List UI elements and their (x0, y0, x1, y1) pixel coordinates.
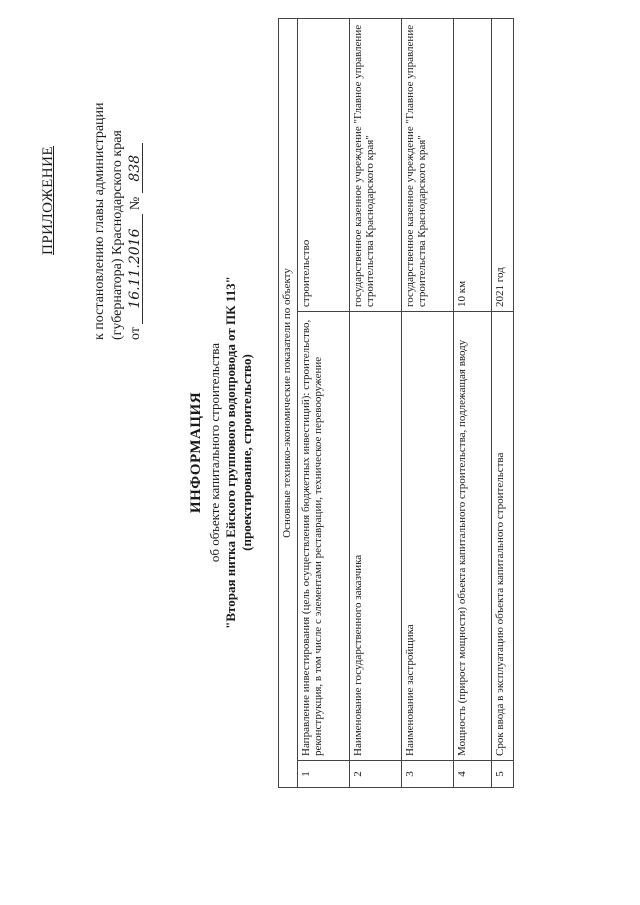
date-prefix: от (128, 327, 143, 340)
object-stage: (проектирование, строительство) (239, 354, 254, 551)
row-value: строительство (298, 19, 350, 312)
appendix-heading: ПРИЛОЖЕНИЕ (40, 145, 56, 255)
number-prefix: № (128, 196, 143, 211)
row-name: Наименование государственного заказчика (350, 312, 402, 761)
handwritten-date: 16.11.2016 (128, 214, 143, 324)
row-number: 5 (492, 761, 514, 788)
indicators-table (278, 18, 514, 788)
document-subtitle: об объекте капитального строительства (207, 342, 222, 563)
table-row (350, 19, 402, 788)
row-number: 4 (454, 761, 492, 788)
object-name: "Вторая нитка Ейского группового водопровода от ПК 113" (223, 276, 238, 629)
row-name: Наименование застройщика (402, 312, 454, 761)
table-row (454, 19, 492, 788)
row-value: 10 км (454, 19, 492, 312)
appendix-date-line (128, 143, 144, 340)
appendix-line-1: к постановлению главы администрации (92, 102, 107, 340)
document-title: ИНФОРМАЦИЯ (188, 391, 204, 514)
row-number: 3 (402, 761, 454, 788)
row-value: государственное казенное учреждение "Главное управление строительства Краснодарского края" (350, 19, 402, 312)
table-row (402, 19, 454, 788)
row-number: 2 (350, 761, 402, 788)
row-name: Направление инвестирования (цель осуществления бюджетных инвестиций): строительство, реконструкция, в том числе с элементами реставрации, техническое перевооружение (298, 312, 350, 761)
table-header-row (279, 19, 298, 788)
row-name: Мощность (прирост мощности) объекта капитального строительства, подлежащая вводу (454, 312, 492, 761)
row-name: Срок ввода в эксплуатацию объекта капитального строительства (492, 312, 514, 761)
row-value: 2021 год (492, 19, 514, 312)
appendix-line-2: (губернатора) Краснодарского края (110, 130, 125, 340)
table-header: Основные технико-экономические показатели по объекту (279, 19, 298, 788)
row-number: 1 (298, 761, 350, 788)
handwritten-number: 838 (128, 143, 143, 193)
row-value: государственное казенное учреждение "Главное управление строительства Краснодарского края" (402, 19, 454, 312)
title-block (188, 0, 255, 905)
table-row (492, 19, 514, 788)
table-row (298, 19, 350, 788)
